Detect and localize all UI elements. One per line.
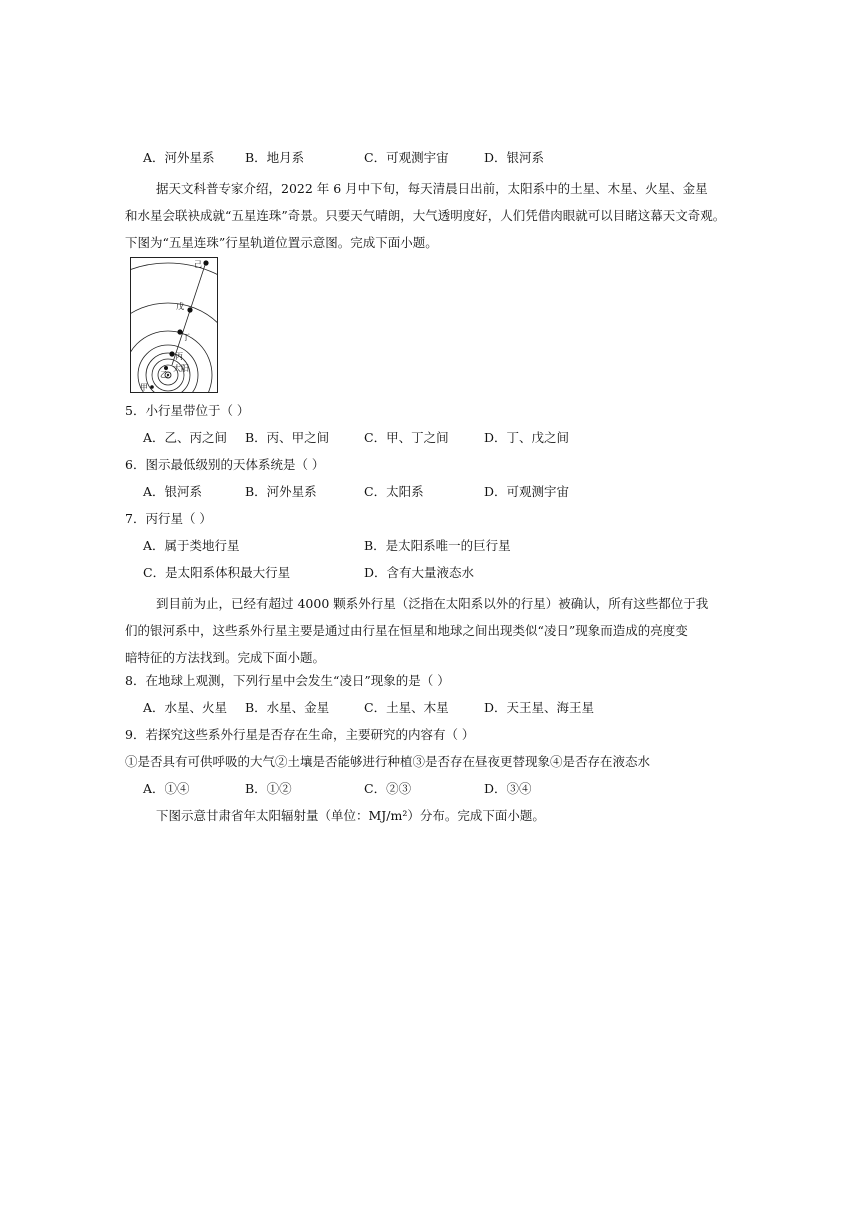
- q9-option-b: B．①②: [245, 781, 292, 796]
- q5-option-b: B．丙、甲之间: [245, 430, 330, 445]
- q8-option-d: D．天王星、海王星: [484, 700, 595, 715]
- q4-option-a: A．河外星系: [143, 150, 215, 165]
- passage1-line-3: 下图为“五星连珠”行星轨道位置示意图。完成下面小题。: [125, 235, 438, 250]
- label-jia: 甲: [140, 383, 148, 392]
- q6-stem: 6．图示最低级别的天体系统是（ ）: [125, 457, 325, 472]
- label-wu: 戊: [176, 302, 184, 311]
- passage-gansu-radiation: 下图示意甘肃省年太阳辐射量（单位：MJ/m²）分布。完成下面小题。: [156, 808, 545, 823]
- q8-option-b: B．水星、金星: [245, 700, 330, 715]
- q6-option-b: B．河外星系: [245, 484, 317, 499]
- q9-option-d: D．③④: [484, 781, 532, 796]
- planet-ji: [203, 260, 208, 265]
- passage-five-planets: [125, 175, 725, 256]
- q4-option-b: B．地月系: [245, 150, 305, 165]
- label-ji: 己: [194, 260, 202, 269]
- passage1-line-1: 据天文科普专家介绍，2022 年 6 月中下旬，每天清晨日出前，太阳系中的土星、木星、火星、金星: [156, 181, 708, 196]
- q4-option-c: C．可观测宇宙: [364, 150, 449, 165]
- passage2-line-2: 们的银河系中，这些系外行星主要是通过由行星在恒星和地球之间出现类似“凌日”现象而造成的亮度变: [125, 623, 688, 638]
- q5-option-a: A．乙、丙之间: [143, 430, 228, 445]
- q6-option-c: C．太阳系: [364, 484, 424, 499]
- q6-option-d: D．可观测宇宙: [484, 484, 570, 499]
- q9-statements: ①是否具有可供呼吸的大气②土壤是否能够进行种植③是否存在昼夜更替现象④是否存在液态水: [125, 754, 651, 769]
- passage2-line-1: 到目前为止，已经有超过 4000 颗系外行星（泛指在太阳系以外的行星）被确认，所有这些都位于我: [156, 596, 709, 611]
- passage1-line-2: 和水星会联袂成就“五星连珠”奇景。只要天气晴朗，大气透明度好，人们凭借肉眼就可以目睹这幕天文奇观。: [125, 208, 726, 223]
- q5-option-d: D．丁、戊之间: [484, 430, 570, 445]
- q8-option-c: C．土星、木星: [364, 700, 449, 715]
- q8-stem: 8．在地球上观测，下列行星中会发生“凌日”现象的是（ ）: [125, 673, 450, 688]
- label-ding: 丁: [182, 333, 190, 342]
- q5-option-c: C．甲、丁之间: [364, 430, 449, 445]
- orbit-diagram-svg: [130, 257, 218, 393]
- label-bing: 丙: [175, 352, 183, 361]
- q7-stem: 7．丙行星（ ）: [125, 511, 212, 526]
- label-sun: 太阳: [173, 364, 189, 373]
- planet-wu: [187, 307, 192, 312]
- q9-option-c: C．②③: [364, 781, 412, 796]
- passage2-line-3: 暗特征的方法找到。完成下面小题。: [125, 650, 326, 665]
- q7-option-d: D．含有大量液态水: [364, 565, 475, 580]
- q7-option-b: B．是太阳系唯一的巨行星: [364, 538, 511, 553]
- passage-exoplanets: [125, 590, 725, 671]
- q9-option-a: A．①④: [143, 781, 190, 796]
- planet-bing: [169, 351, 174, 356]
- planet-orbit-diagram: [130, 257, 218, 393]
- label-yi: 乙: [160, 370, 168, 379]
- q6-option-a: A．银河系: [143, 484, 203, 499]
- q5-stem: 5．小行星带位于（ ）: [125, 403, 250, 418]
- q4-option-d: D．银河系: [484, 150, 545, 165]
- q8-option-a: A．水星、火星: [143, 700, 228, 715]
- q7-option-c: C．是太阳系体积最大行星: [143, 565, 291, 580]
- planet-jia: [150, 385, 154, 389]
- q9-stem: 9．若探究这些系外行星是否存在生命，主要研究的内容有（ ）: [125, 727, 475, 742]
- q7-option-a: A．属于类地行星: [143, 538, 240, 553]
